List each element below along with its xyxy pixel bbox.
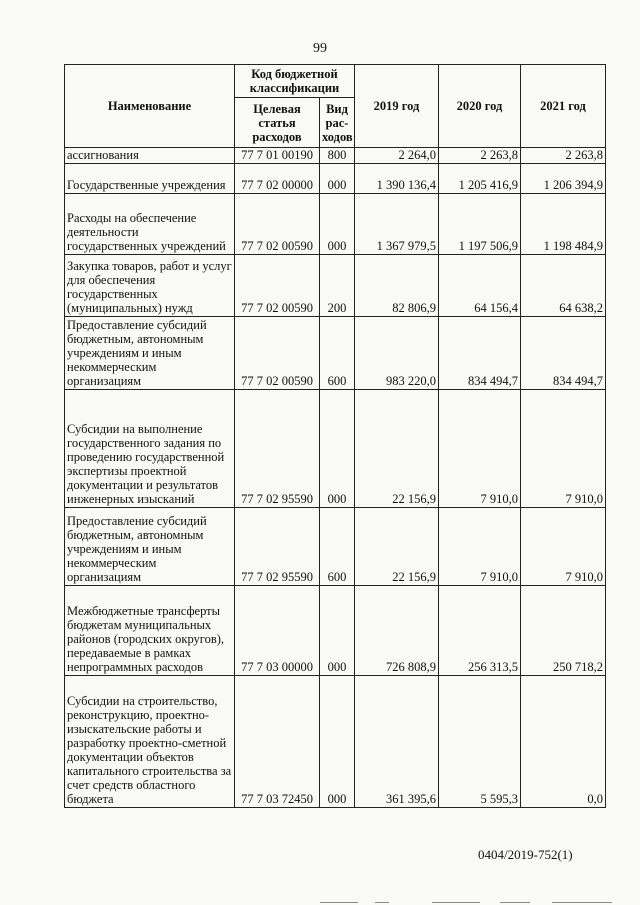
- row-value-2019: 361 395,6: [355, 676, 439, 808]
- row-value-2020: 7 910,0: [439, 508, 521, 586]
- row-name: Субсидии на строительство, реконструкцию, проектно-изыскательские работы и разработку проектно-сметной документации объектов капитального строительства за счет средств областного бюджета: [65, 676, 235, 808]
- scan-mark: [552, 902, 612, 903]
- row-name: Государственные учреждения: [65, 164, 235, 194]
- scan-mark: [500, 902, 530, 903]
- row-vid: 000: [320, 586, 355, 676]
- header-2020: 2020 год: [439, 65, 521, 148]
- header-vid: Вид рас-ходов: [320, 98, 355, 148]
- header-code-group: Код бюджетной классификации: [235, 65, 355, 98]
- row-code: 77 7 01 00190: [235, 148, 320, 164]
- header-target: Целевая статья расходов: [235, 98, 320, 148]
- table-row: [65, 317, 606, 390]
- table-header: [65, 65, 606, 148]
- row-value-2020: 1 197 506,9: [439, 194, 521, 255]
- table-row: [65, 148, 606, 164]
- row-value-2020: 5 595,3: [439, 676, 521, 808]
- row-name: Закупка товаров, работ и услуг для обеспечения государственных (муниципальных) нужд: [65, 255, 235, 317]
- row-name: Субсидии на выполнение государственного задания по проведению государственной экспертизы проектной документации и результатов инженерных изысканий: [65, 390, 235, 508]
- scan-mark: [375, 902, 389, 903]
- row-vid: 600: [320, 508, 355, 586]
- row-value-2020: 64 156,4: [439, 255, 521, 317]
- row-code: 77 7 02 95590: [235, 508, 320, 586]
- row-value-2019: 1 367 979,5: [355, 194, 439, 255]
- row-value-2020: 7 910,0: [439, 390, 521, 508]
- row-vid: 000: [320, 164, 355, 194]
- header-name: Наименование: [65, 65, 235, 148]
- row-name: Предоставление субсидий бюджетным, автономным учреждениям и иным некоммерческим организациям: [65, 508, 235, 586]
- row-name: Предоставление субсидий бюджетным, автономным учреждениям и иным некоммерческим организациям: [65, 317, 235, 390]
- row-value-2020: 834 494,7: [439, 317, 521, 390]
- header-2021: 2021 год: [521, 65, 606, 148]
- row-value-2020: 1 205 416,9: [439, 164, 521, 194]
- page-number: 99: [313, 41, 327, 56]
- row-code: 77 7 02 95590: [235, 390, 320, 508]
- scan-mark: [432, 902, 480, 903]
- table-row: [65, 255, 606, 317]
- row-code: 77 7 02 00590: [235, 194, 320, 255]
- row-value-2021: 7 910,0: [521, 390, 606, 508]
- table-row: [65, 508, 606, 586]
- table-row: [65, 390, 606, 508]
- row-value-2021: 2 263,8: [521, 148, 606, 164]
- row-value-2021: 64 638,2: [521, 255, 606, 317]
- row-vid: 600: [320, 317, 355, 390]
- table-row: [65, 164, 606, 194]
- row-value-2019: 726 808,9: [355, 586, 439, 676]
- row-value-2020: 2 263,8: [439, 148, 521, 164]
- row-value-2019: 22 156,9: [355, 390, 439, 508]
- row-code: 77 7 03 00000: [235, 586, 320, 676]
- table-row: [65, 676, 606, 808]
- row-vid: 000: [320, 390, 355, 508]
- row-vid: 000: [320, 194, 355, 255]
- row-code: 77 7 03 72450: [235, 676, 320, 808]
- row-code: 77 7 02 00590: [235, 255, 320, 317]
- budget-table: [64, 64, 606, 808]
- header-2019: 2019 год: [355, 65, 439, 148]
- row-code: 77 7 02 00590: [235, 317, 320, 390]
- row-vid: 000: [320, 676, 355, 808]
- row-value-2021: 1 206 394,9: [521, 164, 606, 194]
- row-name: Межбюджетные трансферты бюджетам муниципальных районов (городских округов), передаваемые в рамках непрограммных расходов: [65, 586, 235, 676]
- table-row: [65, 586, 606, 676]
- row-value-2021: 1 198 484,9: [521, 194, 606, 255]
- row-value-2021: 250 718,2: [521, 586, 606, 676]
- document-code: 0404/2019-752(1): [478, 847, 573, 862]
- row-name: Расходы на обеспечение деятельности государственных учреждений: [65, 194, 235, 255]
- row-value-2020: 256 313,5: [439, 586, 521, 676]
- row-code: 77 7 02 00000: [235, 164, 320, 194]
- row-value-2021: 7 910,0: [521, 508, 606, 586]
- row-value-2021: 834 494,7: [521, 317, 606, 390]
- row-value-2021: 0,0: [521, 676, 606, 808]
- table-body: [65, 148, 606, 808]
- scan-mark: [320, 902, 358, 903]
- row-value-2019: 2 264,0: [355, 148, 439, 164]
- row-value-2019: 82 806,9: [355, 255, 439, 317]
- row-value-2019: 22 156,9: [355, 508, 439, 586]
- row-name: ассигнования: [65, 148, 235, 164]
- row-value-2019: 1 390 136,4: [355, 164, 439, 194]
- row-vid: 800: [320, 148, 355, 164]
- row-vid: 200: [320, 255, 355, 317]
- row-value-2019: 983 220,0: [355, 317, 439, 390]
- table-row: [65, 194, 606, 255]
